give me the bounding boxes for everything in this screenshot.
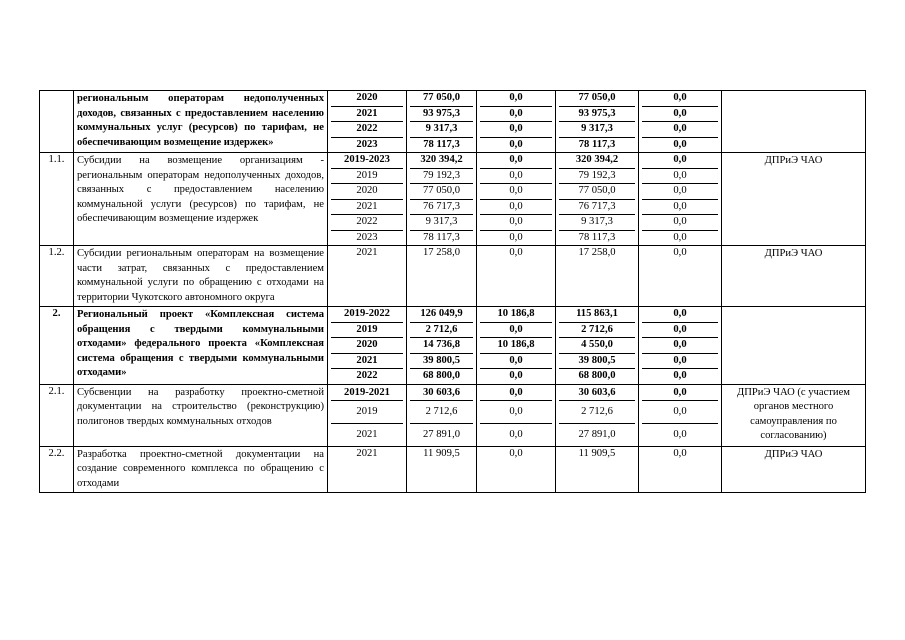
value-years: 2022 bbox=[331, 122, 403, 138]
cell-local bbox=[639, 246, 722, 307]
value-total: 17 258,0 bbox=[422, 247, 461, 258]
value-years: 2023 bbox=[356, 138, 378, 150]
value-fed: 10 186,8 bbox=[480, 307, 552, 323]
value-years: 2021 bbox=[356, 428, 378, 440]
value-local: 0,0 bbox=[673, 231, 687, 243]
value-total: 320 394,2 bbox=[410, 153, 473, 169]
value-years: 2020 bbox=[331, 91, 403, 107]
cell-local bbox=[639, 446, 722, 493]
value-total: 2 712,6 bbox=[410, 401, 473, 424]
row-number: 1.1. bbox=[40, 153, 74, 246]
responsible-executor bbox=[722, 91, 866, 153]
value-local: 0,0 bbox=[673, 138, 687, 150]
cell-total bbox=[407, 246, 477, 307]
value-okrug: 4 550,0 bbox=[559, 338, 635, 354]
value-years: 2019-2021 bbox=[331, 385, 403, 401]
value-fed: 0,0 bbox=[480, 184, 552, 200]
table-row bbox=[40, 307, 866, 385]
cell-total bbox=[407, 446, 477, 493]
cell-years bbox=[328, 384, 407, 446]
value-total: 78 117,3 bbox=[423, 138, 460, 150]
row-description: Разработка проектно-сметной документации на создание современного комплекса по обращению с отходами bbox=[74, 446, 328, 493]
value-local: 0,0 bbox=[642, 385, 718, 401]
responsible-executor: ДПРиЭ ЧАО (с участием органов местного самоуправления по согласованию) bbox=[722, 384, 866, 446]
value-okrug: 79 192,3 bbox=[559, 169, 635, 185]
value-local: 0,0 bbox=[642, 107, 718, 123]
value-okrug: 2 712,6 bbox=[559, 401, 635, 424]
value-local: 0,0 bbox=[642, 122, 718, 138]
value-okrug: 77 050,0 bbox=[559, 91, 635, 107]
responsible-executor: ДПРиЭ ЧАО bbox=[722, 446, 866, 493]
value-okrug: 93 975,3 bbox=[559, 107, 635, 123]
cell-local bbox=[639, 307, 722, 385]
row-description: Региональный проект «Комплексная система обращения с твердыми коммунальными отходами» федерального проекта «Комплексная система обращения с твердыми коммунальными отходами» bbox=[74, 307, 328, 385]
responsible-executor bbox=[722, 307, 866, 385]
value-total: 93 975,3 bbox=[410, 107, 473, 123]
value-years: 2019-2022 bbox=[331, 307, 403, 323]
value-local: 0,0 bbox=[642, 184, 718, 200]
cell-fed bbox=[477, 446, 556, 493]
value-okrug: 77 050,0 bbox=[559, 184, 635, 200]
value-fed: 0,0 bbox=[480, 354, 552, 370]
value-years: 2021 bbox=[356, 447, 378, 459]
value-total: 79 192,3 bbox=[410, 169, 473, 185]
program-table bbox=[39, 90, 866, 493]
value-local: 0,0 bbox=[642, 200, 718, 216]
row-description: региональным операторам недополученных доходов, связанных с предоставлением населению коммунальных услуг (ресурсов) по тарифам, не обеспечивающим возмещение издержек» bbox=[74, 91, 328, 153]
value-fed: 0,0 bbox=[480, 107, 552, 123]
value-years: 2019 bbox=[331, 401, 403, 424]
cell-years bbox=[328, 446, 407, 493]
value-fed: 0,0 bbox=[480, 323, 552, 339]
cell-okrug bbox=[556, 246, 639, 307]
value-total: 30 603,6 bbox=[410, 385, 473, 401]
cell-total bbox=[407, 307, 477, 385]
value-years: 2019-2023 bbox=[331, 153, 403, 169]
value-total: 9 317,3 bbox=[410, 122, 473, 138]
value-fed: 0,0 bbox=[509, 428, 523, 440]
table-row bbox=[40, 246, 866, 307]
value-fed: 0,0 bbox=[509, 231, 523, 243]
value-okrug: 115 863,1 bbox=[559, 307, 635, 323]
row-number: 1.2. bbox=[40, 246, 74, 307]
responsible-executor: ДПРиЭ ЧАО bbox=[722, 153, 866, 246]
value-local: 0,0 bbox=[642, 169, 718, 185]
value-fed: 0,0 bbox=[509, 247, 523, 258]
value-okrug: 2 712,6 bbox=[559, 323, 635, 339]
value-okrug: 320 394,2 bbox=[559, 153, 635, 169]
value-years: 2020 bbox=[331, 184, 403, 200]
table-body bbox=[40, 91, 866, 493]
cell-total bbox=[407, 91, 477, 153]
table-row bbox=[40, 446, 866, 493]
value-okrug: 39 800,5 bbox=[559, 354, 635, 370]
cell-total bbox=[407, 384, 477, 446]
value-fed: 0,0 bbox=[480, 200, 552, 216]
value-okrug: 9 317,3 bbox=[559, 122, 635, 138]
value-okrug: 78 117,3 bbox=[578, 138, 616, 150]
cell-years bbox=[328, 91, 407, 153]
cell-years bbox=[328, 246, 407, 307]
cell-fed bbox=[477, 153, 556, 246]
value-total: 77 050,0 bbox=[410, 91, 473, 107]
cell-local bbox=[639, 153, 722, 246]
cell-okrug bbox=[556, 446, 639, 493]
value-local: 0,0 bbox=[642, 338, 718, 354]
cell-local bbox=[639, 91, 722, 153]
cell-local bbox=[639, 384, 722, 446]
value-local: 0,0 bbox=[673, 370, 687, 381]
value-years: 2022 bbox=[356, 370, 378, 381]
value-local: 0,0 bbox=[642, 354, 718, 370]
value-okrug: 17 258,0 bbox=[578, 247, 616, 258]
cell-years bbox=[328, 153, 407, 246]
cell-fed bbox=[477, 384, 556, 446]
value-total: 27 891,0 bbox=[422, 428, 461, 440]
row-number: 2. bbox=[40, 307, 74, 385]
value-fed: 0,0 bbox=[480, 385, 552, 401]
cell-fed bbox=[477, 246, 556, 307]
cell-okrug bbox=[556, 153, 639, 246]
value-years: 2021 bbox=[331, 200, 403, 216]
value-local: 0,0 bbox=[642, 215, 718, 231]
table-row bbox=[40, 153, 866, 246]
value-total: 68 800,0 bbox=[422, 370, 461, 381]
value-years: 2021 bbox=[331, 107, 403, 123]
row-description: Субсвенции на разработку проектно-сметной документации на строительство (реконструкцию) полигонов твердых коммунальных отходов bbox=[74, 384, 328, 446]
value-okrug: 9 317,3 bbox=[559, 215, 635, 231]
table-row bbox=[40, 91, 866, 153]
value-local: 0,0 bbox=[673, 247, 687, 258]
value-total: 11 909,5 bbox=[423, 447, 460, 459]
cell-okrug bbox=[556, 384, 639, 446]
value-fed: 0,0 bbox=[480, 91, 552, 107]
value-fed: 0,0 bbox=[480, 153, 552, 169]
value-fed: 0,0 bbox=[509, 447, 523, 459]
value-local: 0,0 bbox=[642, 307, 718, 323]
value-local: 0,0 bbox=[642, 323, 718, 339]
value-total: 2 712,6 bbox=[410, 323, 473, 339]
row-number: 2.2. bbox=[40, 446, 74, 493]
value-fed: 0,0 bbox=[480, 401, 552, 424]
row-description: Субсидии на возмещение организациям - региональным операторам недополученных доходов, связанных с предоставлением населению коммунальной услуги (ресурсов) по тарифам, не обеспечивающим возмещение издержек bbox=[74, 153, 328, 246]
value-total: 14 736,8 bbox=[410, 338, 473, 354]
value-fed: 0,0 bbox=[480, 122, 552, 138]
value-years: 2023 bbox=[356, 231, 378, 243]
value-years: 2019 bbox=[331, 169, 403, 185]
value-total: 76 717,3 bbox=[410, 200, 473, 216]
value-years: 2022 bbox=[331, 215, 403, 231]
responsible-executor: ДПРиЭ ЧАО bbox=[722, 246, 866, 307]
value-total: 39 800,5 bbox=[410, 354, 473, 370]
value-years: 2021 bbox=[331, 354, 403, 370]
cell-fed bbox=[477, 307, 556, 385]
value-local: 0,0 bbox=[673, 447, 687, 459]
value-local: 0,0 bbox=[642, 91, 718, 107]
value-fed: 0,0 bbox=[509, 138, 523, 150]
value-okrug: 11 909,5 bbox=[578, 447, 616, 459]
value-okrug: 30 603,6 bbox=[559, 385, 635, 401]
value-years: 2019 bbox=[331, 323, 403, 339]
row-description: Субсидии региональным операторам на возмещение части затрат, связанных с предоставлением коммунальной услуги по обращению с отходами на территории Чукотского автономного округа bbox=[74, 246, 328, 307]
value-total: 78 117,3 bbox=[423, 231, 460, 243]
value-years: 2021 bbox=[356, 247, 378, 258]
value-local: 0,0 bbox=[673, 428, 687, 440]
value-years: 2020 bbox=[331, 338, 403, 354]
cell-fed bbox=[477, 91, 556, 153]
row-number: 2.1. bbox=[40, 384, 74, 446]
value-fed: 0,0 bbox=[509, 370, 523, 381]
value-fed: 0,0 bbox=[480, 215, 552, 231]
row-number bbox=[40, 91, 74, 153]
cell-okrug bbox=[556, 307, 639, 385]
value-total: 9 317,3 bbox=[410, 215, 473, 231]
value-okrug: 76 717,3 bbox=[559, 200, 635, 216]
value-okrug: 68 800,0 bbox=[578, 370, 616, 381]
value-okrug: 78 117,3 bbox=[578, 231, 616, 243]
cell-okrug bbox=[556, 91, 639, 153]
value-local: 0,0 bbox=[642, 153, 718, 169]
value-total: 77 050,0 bbox=[410, 184, 473, 200]
value-okrug: 27 891,0 bbox=[578, 428, 616, 440]
cell-years bbox=[328, 307, 407, 385]
table-row bbox=[40, 384, 866, 446]
cell-total bbox=[407, 153, 477, 246]
value-fed: 10 186,8 bbox=[480, 338, 552, 354]
value-local: 0,0 bbox=[642, 401, 718, 424]
value-total: 126 049,9 bbox=[410, 307, 473, 323]
value-fed: 0,0 bbox=[480, 169, 552, 185]
